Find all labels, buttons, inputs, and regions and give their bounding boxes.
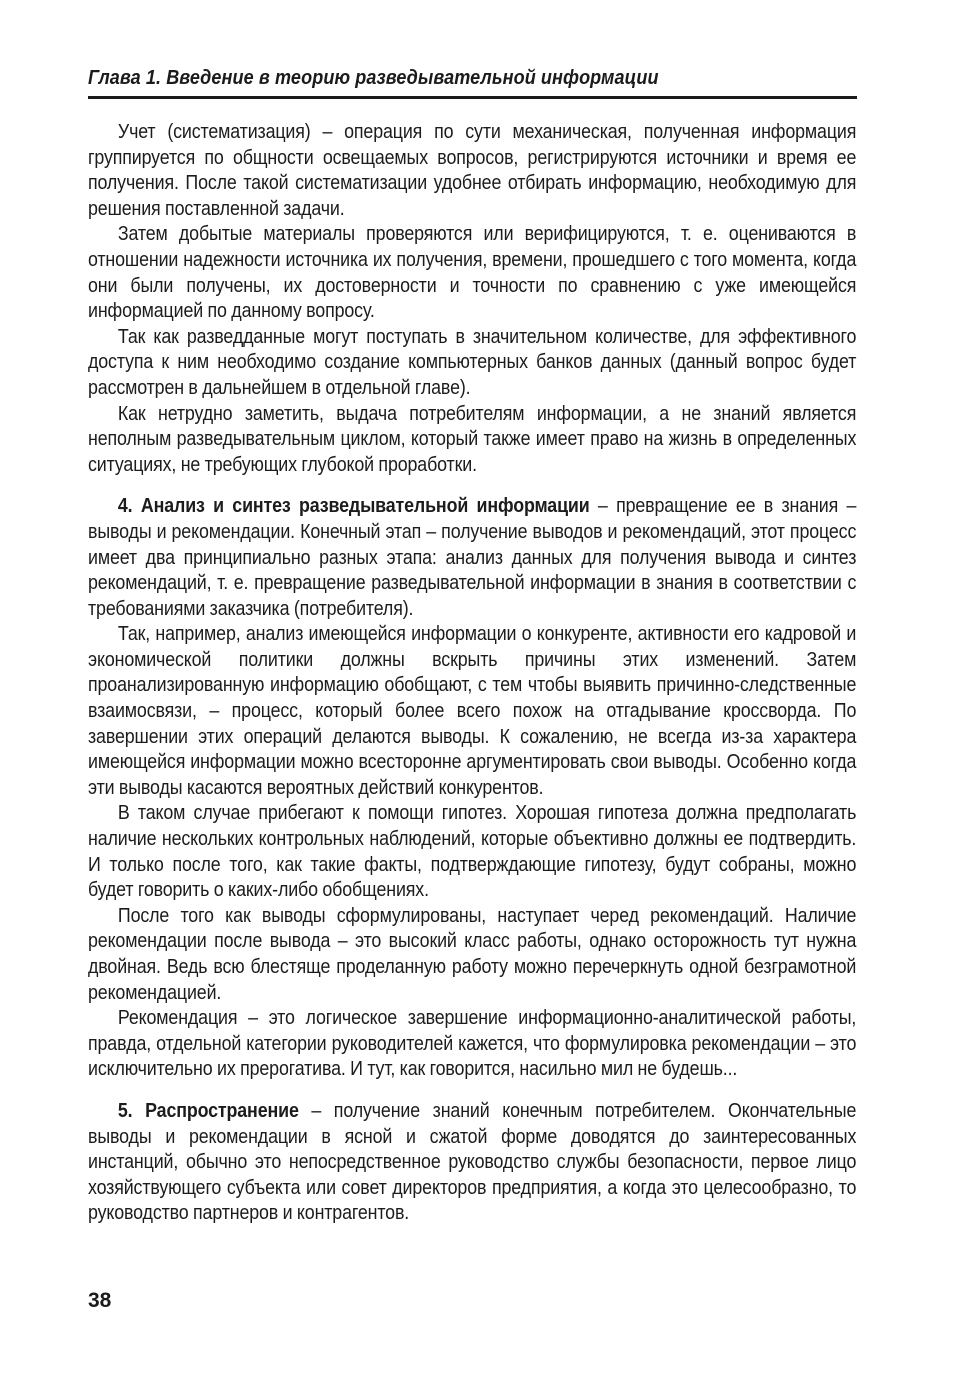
paragraph-section-5-dissemination: 5. Распространение – получение знаний конечным потребителем. Окончательные выводы и рекомендации в ясной и сжатой форме доводятся до заинтересованных инстанций, обычно это непосредственное руководство службы безопасности, первое лицо хозяйствующего субъекта или совет директоров предприятия, а когда это целесообразно, то руководство партнеров и контрагентов.	[88, 1099, 857, 1225]
section-heading-inline: 5. Распространение	[117, 1099, 299, 1122]
paragraph-competitor-analysis: Так, например, анализ имеющейся информации о конкуренте, активности его кадровой и экономической политики должны вскрыть причины этих изменений. Затем проанализированную информацию обобщают, с тем чтобы выявить причинно-следственные взаимосвязи, – процесс, который более всего похож на отгадывание кроссворда. По завершении этих операций делаются выводы. К сожалению, не всегда из-за характера имеющейся информации можно всесторонне аргументировать свои выводы. Особенно когда эти выводы касаются вероятных действий конкурентов.	[88, 623, 857, 799]
paragraph-verification: Затем добытые материалы проверяются или верифицируются, т. е. оцениваются в отношении надежности источника их получения, времени, прошедшего с того момента, когда они были получены, их достоверности и точности по сравнению с уже имеющейся информацией по данному вопросу.	[88, 223, 857, 323]
paragraph-data-banks: Так как разведданные могут поступать в значительном количестве, для эффективного доступа к ним необходимо создание компьютерных банков данных (данный вопрос будет рассмотрен в дальнейшем в отдельной главе).	[88, 325, 857, 399]
paragraph-recommendation-definition: Рекомендация – это логическое завершение информационно-аналитической работы, правда, отдельной категории руководителей кажется, что формулировка рекомендации – это исключительно их прерогатива. И тут, как говорится, насильно мил не будешь...	[88, 1007, 857, 1081]
body-text	[88, 120, 856, 1227]
header-rule	[88, 96, 857, 99]
page-number: 38	[88, 1289, 112, 1312]
paragraph-recommendations-order: После того как выводы сформулированы, наступает черед рекомендаций. Наличие рекомендации после вывода – это высокий класс работы, однако осторожность тут нужна двойная. Ведь всю блестяще проделанную работу можно перечеркнуть одной безграмотной рекомендацией.	[88, 904, 857, 1004]
paragraph-incomplete-cycle: Как нетрудно заметить, выдача потребителям информации, а не знаний является неполным разведывательным циклом, который также имеет право на жизнь в определенных ситуациях, не требующих глубокой проработки.	[88, 402, 857, 476]
chapter-running-head-text: Глава 1. Введение в теорию разведывательной информации	[88, 66, 659, 89]
paragraph-hypotheses: В таком случае прибегают к помощи гипотез. Хорошая гипотеза должна предполагать наличие нескольких контрольных наблюдений, которые объективно должны ее подтвердить. И только после того, как такие факты, подтверждающие гипотезу, будут собраны, можно будет говорить о каких-либо обобщениях.	[88, 802, 857, 902]
paragraph-accounting: Учет (систематизация) – операция по сути механическая, полученная информация группируется по общности освещаемых вопросов, регистрируются источники и время ее получения. После такой систематизации удобнее отбирать информацию, необходимую для решения поставленной задачи.	[88, 121, 857, 220]
paragraph-section-4-analysis-synthesis: 4. Анализ и синтез разведывательной информации – превращение ее в знания – выводы и рекомендации. Конечный этап – получение выводов и рекомендаций, этот процесс имеет два принципиально разных этапа: анализ данных для получения вывода и синтез рекомендаций, т. е. превращение разведывательной информации в знания в соответствии с требованиями заказчика (потребителя).	[88, 495, 857, 620]
section-heading-inline: 4. Анализ и синтез разведывательной информации	[117, 495, 590, 518]
chapter-running-head	[88, 66, 862, 90]
